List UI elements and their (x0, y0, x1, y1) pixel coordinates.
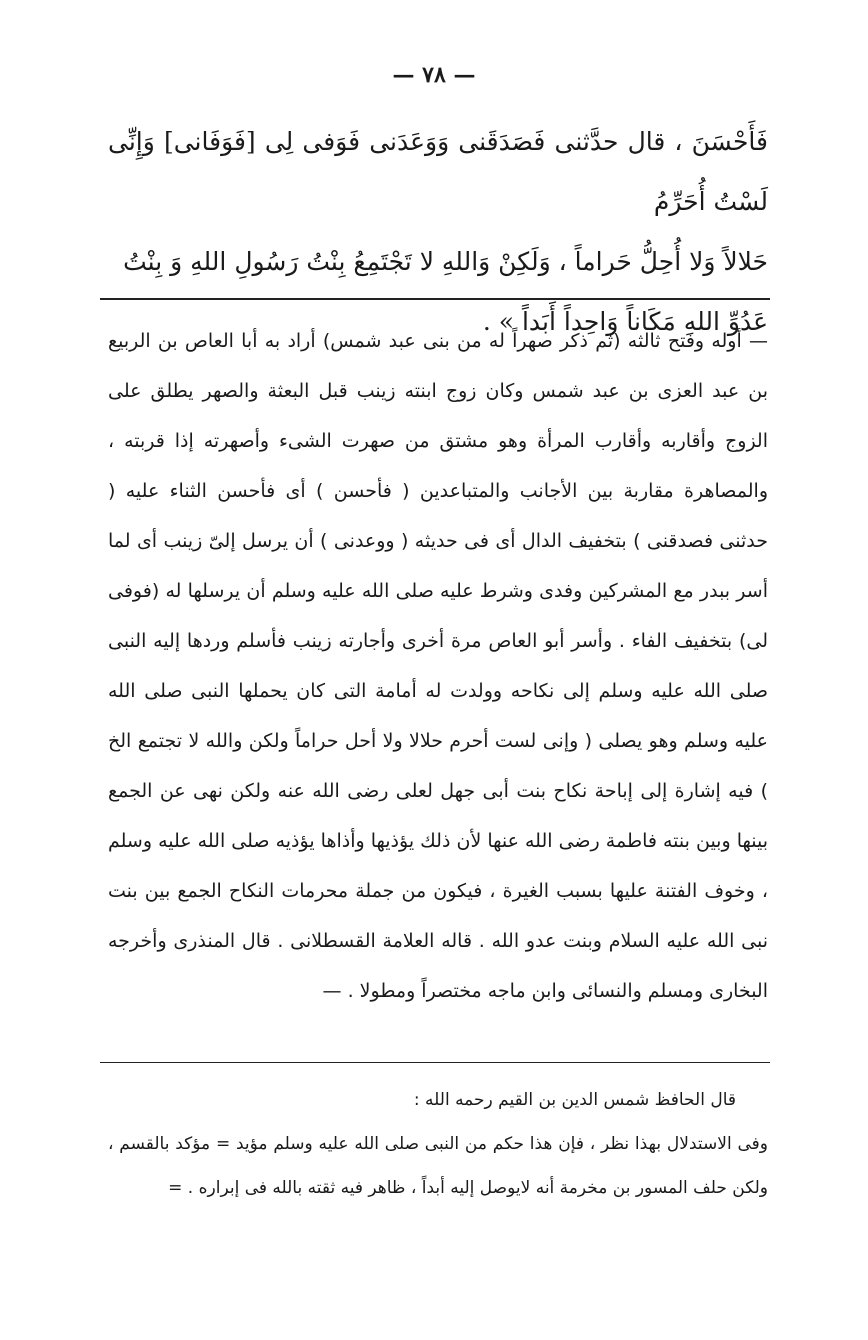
section-divider (100, 298, 770, 300)
main-text-line: حَلالاً وَلا أُحِلُّ حَراماً ، وَلَكِنْ وَاللهِ لا تَجْتَمِعُ بِنْتُ رَسُولِ اللهِ وَ بِنْتُ (123, 247, 768, 276)
footnote-divider (100, 1062, 770, 1063)
main-text-line: عَدُوِّ اللهِ مَكَاناً وَاحِداً أَبَداً » . (482, 307, 768, 336)
page-number: — ٧٨ — (392, 62, 476, 88)
footnote-heading: قال الحافظ شمس الدين بن القيم رحمه الله : (413, 1090, 736, 1110)
footnote-body: وفى الاستدلال بهذا نظر ، فإن هذا حكم من النبى صلى الله عليه وسلم مؤيد = مؤكد بالقسم ، ولكن حلف المسور بن مخرمة أنه لايوصل إليه أبداً ، ظاهر فيه ثقته بالله فى إبراره . = (108, 1134, 768, 1198)
commentary-text: — أوله وفتح ثالثه (ثم ذكر صهراً له من بنى عبد شمس) أراد به أبا العاص بن الربيع بن عبد العزى بن عبد شمس وكان زوج ابنته زينب قبل البعثة والصهر يطلق على الزوج وأقاربه وأقارب المرأة وهو مشتق من صهرت الشىء وأصهرته إذا قربته ، والمصاهرة مقاربة بين الأجانب والمتباعدين ( فأحسن ) أى فأحسن الثناء عليه ( حدثنى فصدقنى ) بتخفيف الدال أى فى حديثه ( ووعدنى ) أن يرسل إلىّ زينب أى لما أسر ببدر مع المشركين وفدى وشرط عليه صلى الله عليه وسلم أن يرسلها له (فوفى لى) بتخفيف الفاء . وأسر أبو العاص مرة أخرى وأجارته زينب فأسلم وردها إليه النبى صلى الله عليه وسلم إلى نكاحه وولدت له أمامة التى كان يحملها النبى صلى الله عليه وسلم وهو يصلى ( وإنى لست أحرم حلالا ولا أحل حراماً ولكن والله لا تجتمع الخ ) فيه إشارة إلى إباحة نكاح بنت أبى جهل لعلى رضى الله عنه ولكن نهى عن الجمع بينها وبين بنته فاطمة رضى الله عنها لأن ذلك يؤذيها وأذاها يؤذيه صلى الله عليه وسلم ، وخوف الفتنة عليها بسبب الغيرة ، فيكون من جملة محرمات النكاح الجمع بين بنت نبى الله عليه السلام وبنت عدو الله . قاله العلامة القسطلانى . قال المنذرى وأخرجه البخارى ومسلم والنسائى وابن ماجه مختصراً ومطولا . — (108, 330, 768, 1002)
main-text-line: فَأَحْسَنَ ، قال حدَّثنى فَصَدَقَنى وَوَعَدَنى فَوَفى لِى [فَوَفَانى] وَإِنِّى لَسْتُ أُحَرِّمُ (108, 127, 768, 216)
footnote (108, 1078, 768, 1210)
